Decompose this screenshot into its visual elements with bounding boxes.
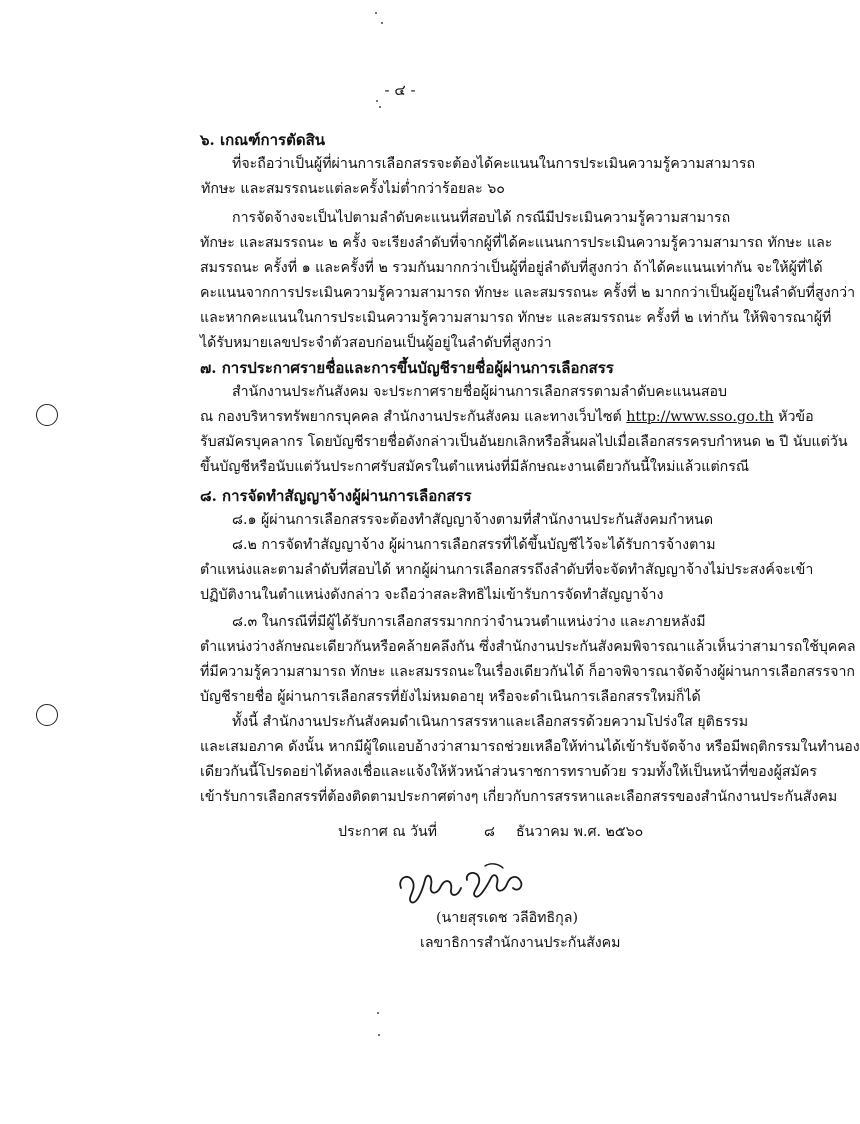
s8-line: ที่มีความรู้ความสามารถ ทักษะ และสมรรถนะในเรื่องเดียวกันได้ ก็อาจพิจารณาจัดจ้างผู้ผ่านการเลือกสรรจาก bbox=[200, 664, 856, 680]
s8-line: ตำแหน่งว่างลักษณะเดียวกันหรือคล้ายคลึงกัน ซึ่งสำนักงานประกันสังคมพิจารณาแล้วเห็นว่าสามารถใช้บุคคล bbox=[200, 639, 856, 655]
s8-line: เข้ารับการเลือกสรรที่ต้องติดตามประกาศต่างๆ เกี่ยวกับการสรรหาและเลือกสรรของสำนักงานประกันสังคม bbox=[200, 789, 838, 805]
announcement-day: ๘ bbox=[484, 824, 495, 840]
scan-speck bbox=[377, 1012, 379, 1014]
s7-line-text: หัวข้อ bbox=[773, 409, 814, 425]
handwritten-signature bbox=[395, 858, 535, 910]
page-number: - ๔ - bbox=[384, 81, 416, 99]
s6-line: คะแนนจากการประเมินความรู้ความสามารถ ทักษะ และสมรรถนะ ครั้งที่ ๒ มากกว่าเป็นผู้อยู่ในลำดับที่สูงกว่า bbox=[200, 285, 856, 301]
s8-line: ๘.๓ ในกรณีที่มีผู้ได้รับการเลือกสรรมากกว่าจำนวนตำแหน่งว่าง และภายหลังมี bbox=[232, 614, 706, 630]
s8-line: ปฏิบัติงานในตำแหน่งดังกล่าว จะถือว่าสละสิทธิไม่เข้ารับการจัดทำสัญญาจ้าง bbox=[200, 587, 664, 603]
s8-line: เดียวกันนี้โปรดอย่าได้หลงเชื่อและแจ้งให้หัวหน้าส่วนราชการทราบด้วย รวมทั้งให้เป็นหน้าที่ของผู้สมัคร bbox=[200, 764, 818, 780]
s8-line: ๘.๒ การจัดทำสัญญาจ้าง ผู้ผ่านการเลือกสรรที่ได้ขึ้นบัญชีไว้จะได้รับการจ้างตาม bbox=[232, 537, 716, 553]
punch-hole-mark bbox=[36, 704, 58, 726]
sso-website-link[interactable]: http://www.sso.go.th bbox=[626, 409, 774, 425]
announcement-month-year: ธันวาคม พ.ศ. ๒๕๖๐ bbox=[516, 824, 644, 840]
s7-line bbox=[200, 407, 814, 427]
s6-line: ทักษะ และสมรรถนะ ๒ ครั้ง จะเรียงลำดับที่จากผู้ที่ได้คะแนนการประเมินความรู้ความสามารถ ทักษะ และ bbox=[200, 235, 833, 251]
scan-speck bbox=[381, 22, 383, 24]
s8-line: ๘.๑ ผู้ผ่านการเลือกสรรจะต้องทำสัญญาจ้างตามที่สำนักงานประกันสังคมกำหนด bbox=[232, 512, 714, 528]
punch-hole-mark bbox=[36, 404, 58, 426]
s6-line: ที่จะถือว่าเป็นผู้ที่ผ่านการเลือกสรรจะต้องได้คะแนนในการประเมินความรู้ความสามารถ bbox=[232, 156, 756, 172]
s7-line: สำนักงานประกันสังคม จะประกาศรายชื่อผู้ผ่านการเลือกสรรตามลำดับคะแนนสอบ bbox=[232, 384, 728, 400]
scan-speck bbox=[378, 1034, 380, 1036]
s7-line-text: ณ กองบริหารทรัพยากรบุคคล สำนักงานประกันสังคม และทางเว็บไซต์ bbox=[200, 409, 627, 425]
s8-line: บัญชีรายชื่อ ผู้ผ่านการเลือกสรรที่ยังไม่หมดอายุ หรือจะดำเนินการเลือกสรรใหม่ก็ได้ bbox=[200, 689, 701, 705]
s8-line: และเสมอภาค ดังนั้น หากมีผู้ใดแอบอ้างว่าสามารถช่วยเหลือให้ท่านได้เข้ารับจัดจ้าง หรือมีพฤติกรรมในทำนอง bbox=[200, 739, 860, 755]
s8-line: ตำแหน่งและตามลำดับที่สอบได้ หากผู้ผ่านการเลือกสรรถึงลำดับที่จะจัดทำสัญญาจ้างไม่ประสงค์จะเข้า bbox=[200, 562, 814, 578]
s7-line: ขึ้นบัญชีหรือนับแต่วันประกาศรับสมัครในตำแหน่งที่มีลักษณะงานเดียวกันนี้ใหม่แล้วแต่กรณี bbox=[200, 459, 750, 475]
section-7-heading: ๗. การประกาศรายชื่อและการขึ้นบัญชีรายชื่อผู้ผ่านการเลือกสรร bbox=[200, 359, 614, 377]
section-6-heading: ๖. เกณฑ์การตัดสิน bbox=[200, 131, 325, 149]
announcement-label: ประกาศ ณ วันที่ bbox=[338, 824, 438, 840]
s6-line: และหากคะแนนในการประเมินความรู้ความสามารถ ทักษะ และสมรรถนะ ครั้งที่ ๒ เท่ากัน ให้พิจารณาผู้ที่ bbox=[200, 310, 832, 326]
s6-line: ทักษะ และสมรรถนะแต่ละครั้งไม่ต่ำกว่าร้อยละ ๖๐ bbox=[201, 181, 505, 197]
section-8-heading: ๘. การจัดทำสัญญาจ้างผู้ผ่านการเลือกสรร bbox=[200, 487, 472, 505]
s6-line: การจัดจ้างจะเป็นไปตามลำดับคะแนนที่สอบได้ กรณีมีประเมินความรู้ความสามารถ bbox=[232, 210, 731, 226]
scan-speck bbox=[379, 106, 381, 108]
signer-name: (นายสุรเดช วลีอิทธิกุล) bbox=[436, 910, 579, 926]
s6-line: สมรรถนะ ครั้งที่ ๑ และครั้งที่ ๒ รวมกันมากกว่าเป็นผู้ที่อยู่ลำดับที่สูงกว่า ถ้าได้คะแนนเท่ากัน จะให้ผู้ที่ได้ bbox=[200, 260, 823, 276]
scan-speck bbox=[375, 12, 377, 14]
s7-line: รับสมัครบุคลากร โดยบัญชีรายชื่อดังกล่าวเป็นอันยกเลิกหรือสิ้นผลไปเมื่อเลือกสรรครบกำหนด ๒ ปี นับแต่วัน bbox=[200, 434, 848, 450]
s8-line: ทั้งนี้ สำนักงานประกันสังคมดำเนินการสรรหาและเลือกสรรด้วยความโปร่งใส ยุติธรรม bbox=[232, 714, 749, 730]
s6-line: ได้รับหมายเลขประจำตัวสอบก่อนเป็นผู้อยู่ในลำดับที่สูงกว่า bbox=[200, 335, 552, 351]
signer-title: เลขาธิการสำนักงานประกันสังคม bbox=[420, 935, 621, 951]
